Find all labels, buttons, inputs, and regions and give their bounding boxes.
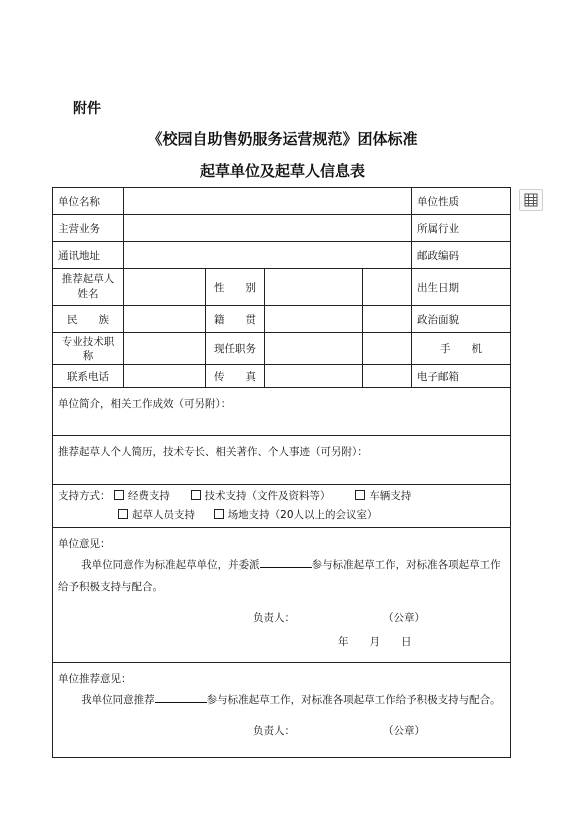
- unit-name-label: 单位名称: [53, 188, 124, 215]
- unit-opinion-cell: [53, 528, 511, 663]
- document-subtitle: 起草单位及起草人信息表: [199, 162, 365, 180]
- ethnicity-field[interactable]: [124, 306, 206, 333]
- address-label: 通讯地址: [53, 242, 124, 269]
- native-place-field[interactable]: [265, 306, 363, 333]
- political-status-label: 政治面貌: [412, 306, 511, 333]
- drafter-name-field[interactable]: [124, 269, 206, 306]
- phone-label: 联系电话: [53, 365, 124, 388]
- unit-opinion-title: 单位意见：: [58, 538, 111, 550]
- qr-code-icon[interactable]: [519, 189, 543, 211]
- drafter-resume-label: 推荐起草人个人简历，技术专长、相关著作、个人事迹（可另附）：: [58, 446, 368, 458]
- political-status-field[interactable]: [363, 306, 412, 333]
- support-option-tech: 技术支持（文件及资料等）: [204, 490, 331, 502]
- attachment-label: 附件: [73, 101, 101, 117]
- current-position-label: 现任职务: [206, 333, 265, 365]
- unit-intro-cell[interactable]: [53, 388, 511, 436]
- recommend-text-b: 参与标准起草工作，对标准各项起草工作给予积极支持与配合。: [206, 694, 501, 706]
- recommend-opinion-cell: [53, 663, 511, 758]
- document-title: 《校园自助售奶服务运营规范》团体标准: [147, 130, 418, 148]
- recommend-opinion-title: 单位推荐意见：: [58, 673, 132, 685]
- date-label: 年 月 日: [338, 636, 412, 648]
- delegate-blank[interactable]: [260, 556, 312, 568]
- tech-title-label: 专业技术职称: [53, 333, 124, 365]
- support-option-funding: 经费支持: [127, 490, 170, 502]
- ethnicity-label: 民 族: [53, 306, 124, 333]
- native-place-label: 籍 贯: [206, 306, 265, 333]
- unit-nature-label: 单位性质: [412, 188, 511, 215]
- email-label: 电子邮箱: [412, 365, 511, 388]
- tech-title-field[interactable]: [124, 333, 206, 365]
- tech-checkbox[interactable]: [191, 490, 201, 500]
- support-option-vehicle: 车辆支持: [369, 490, 412, 502]
- responsible-label: 负责人：: [253, 612, 295, 624]
- unit-intro-label: 单位简介，相关工作成效（可另附）：: [58, 398, 232, 410]
- email-field[interactable]: [363, 365, 412, 388]
- fax-field[interactable]: [265, 365, 363, 388]
- drafter-resume-cell[interactable]: [53, 436, 511, 485]
- unit-opinion-text-b: 参与标准起草工作，对标准各项起草工作给予积极支持与配合。: [58, 559, 501, 593]
- seal-label: （公章）: [383, 612, 425, 624]
- staff-checkbox[interactable]: [118, 509, 128, 519]
- support-label: 支持方式：: [58, 490, 111, 502]
- support-cell: [53, 485, 511, 528]
- birth-date-field[interactable]: [363, 269, 412, 306]
- main-business-label: 主营业务: [53, 215, 124, 242]
- main-business-field[interactable]: [124, 215, 412, 242]
- gender-field[interactable]: [265, 269, 363, 306]
- birth-date-label: 出生日期: [412, 269, 511, 306]
- phone-field[interactable]: [124, 365, 206, 388]
- postcode-label: 邮政编码: [412, 242, 511, 269]
- support-option-venue: 场地支持（20人以上的会议室）: [227, 509, 378, 521]
- current-position-field[interactable]: [265, 333, 363, 365]
- address-field[interactable]: [124, 242, 412, 269]
- industry-label: 所属行业: [412, 215, 511, 242]
- unit-opinion-text-a: 我单位同意作为标准起草单位，并委派: [81, 559, 260, 571]
- recommend-seal-label: （公章）: [383, 725, 425, 737]
- venue-checkbox[interactable]: [214, 509, 224, 519]
- mobile-label: 手 机: [412, 333, 511, 365]
- funding-checkbox[interactable]: [114, 490, 124, 500]
- qr-code-icon-glyph: [524, 193, 538, 207]
- recommend-responsible-label: 负责人：: [253, 725, 295, 737]
- mobile-field[interactable]: [363, 333, 412, 365]
- drafter-name-label: 推荐起草人姓名: [53, 269, 124, 306]
- fax-label: 传 真: [206, 365, 265, 388]
- support-option-staff: 起草人员支持: [132, 509, 195, 521]
- recommend-blank[interactable]: [155, 691, 207, 703]
- unit-name-field[interactable]: [124, 188, 412, 215]
- gender-label: 性 别: [206, 269, 265, 306]
- recommend-text-a: 我单位同意推荐: [81, 694, 155, 706]
- info-form-table: [52, 187, 511, 758]
- vehicle-checkbox[interactable]: [355, 490, 365, 500]
